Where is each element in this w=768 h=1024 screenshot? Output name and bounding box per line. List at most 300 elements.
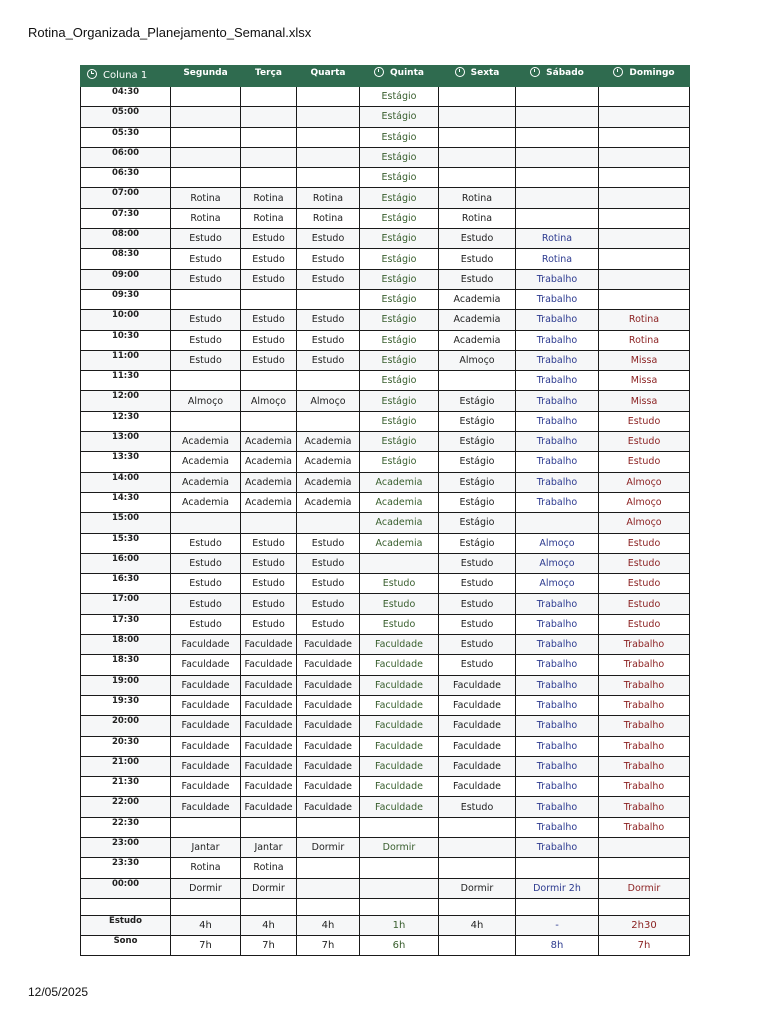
header-sabado[interactable]	[516, 66, 599, 87]
table-cell[interactable]: Faculdade	[297, 655, 360, 675]
table-cell[interactable]: Trabalho	[516, 837, 599, 857]
table-cell[interactable]	[297, 858, 360, 878]
table-cell[interactable]: Trabalho	[516, 736, 599, 756]
table-cell[interactable]: Estudo	[297, 614, 360, 634]
time-cell[interactable]: 19:00	[81, 675, 171, 695]
table-cell[interactable]	[241, 513, 297, 533]
table-cell[interactable]: Estágio	[360, 330, 439, 350]
table-cell[interactable]: Estudo	[439, 614, 516, 634]
time-cell[interactable]: 22:00	[81, 797, 171, 817]
table-cell[interactable]: Faculdade	[241, 655, 297, 675]
table-cell[interactable]: Academia	[439, 289, 516, 309]
table-cell[interactable]: Trabalho	[516, 472, 599, 492]
table-cell[interactable]: Faculdade	[171, 736, 241, 756]
table-cell[interactable]: Academia	[241, 492, 297, 512]
table-cell[interactable]	[516, 513, 599, 533]
table-cell[interactable]	[439, 898, 516, 915]
table-cell[interactable]	[360, 553, 439, 573]
header-quinta[interactable]	[360, 66, 439, 87]
time-cell[interactable]: 12:00	[81, 391, 171, 411]
table-cell[interactable]: Estudo	[439, 655, 516, 675]
table-cell[interactable]: Missa	[599, 391, 690, 411]
table-cell[interactable]: Estudo	[171, 249, 241, 269]
time-cell[interactable]: 07:00	[81, 188, 171, 208]
table-cell[interactable]: Estudo	[297, 594, 360, 614]
table-cell[interactable]: Faculdade	[360, 716, 439, 736]
table-cell[interactable]: Estudo	[297, 249, 360, 269]
table-cell[interactable]	[516, 168, 599, 188]
table-cell[interactable]	[599, 127, 690, 147]
table-cell[interactable]: Estudo	[439, 574, 516, 594]
time-cell[interactable]: 15:30	[81, 533, 171, 553]
table-cell[interactable]	[241, 371, 297, 391]
table-cell[interactable]: Rotina	[171, 188, 241, 208]
table-cell[interactable]	[439, 837, 516, 857]
table-cell[interactable]: Faculdade	[241, 675, 297, 695]
table-cell[interactable]: Academia	[171, 452, 241, 472]
table-cell[interactable]: Dormir	[171, 878, 241, 898]
table-cell[interactable]	[171, 107, 241, 127]
table-cell[interactable]	[171, 513, 241, 533]
table-cell[interactable]: Academia	[360, 513, 439, 533]
table-cell[interactable]: Faculdade	[360, 675, 439, 695]
table-cell[interactable]: Academia	[297, 492, 360, 512]
table-cell[interactable]: Estudo	[171, 310, 241, 330]
table-cell[interactable]: Estudo	[599, 411, 690, 431]
table-cell[interactable]: Rotina	[241, 188, 297, 208]
table-cell[interactable]	[171, 127, 241, 147]
table-cell[interactable]: Faculdade	[360, 655, 439, 675]
table-cell[interactable]: Rotina	[599, 310, 690, 330]
table-cell[interactable]: Academia	[439, 310, 516, 330]
table-cell[interactable]: Rotina	[516, 249, 599, 269]
table-cell[interactable]	[241, 107, 297, 127]
table-cell[interactable]: 2h30	[599, 915, 690, 935]
time-cell[interactable]: 05:30	[81, 127, 171, 147]
table-cell[interactable]: Estudo	[439, 594, 516, 614]
table-cell[interactable]: Trabalho	[516, 675, 599, 695]
table-cell[interactable]: Estudo	[241, 574, 297, 594]
time-cell[interactable]: 17:00	[81, 594, 171, 614]
table-cell[interactable]: Estágio	[360, 107, 439, 127]
time-cell[interactable]: 06:30	[81, 168, 171, 188]
table-cell[interactable]: Trabalho	[516, 350, 599, 370]
table-cell[interactable]: Estágio	[439, 472, 516, 492]
table-cell[interactable]: Dormir 2h	[516, 878, 599, 898]
table-cell[interactable]: Faculdade	[241, 797, 297, 817]
table-cell[interactable]: Estudo	[439, 269, 516, 289]
table-cell[interactable]	[599, 269, 690, 289]
table-cell[interactable]: Faculdade	[439, 675, 516, 695]
table-cell[interactable]	[516, 208, 599, 228]
table-cell[interactable]: Trabalho	[516, 594, 599, 614]
table-cell[interactable]	[439, 87, 516, 107]
time-cell[interactable]: 14:00	[81, 472, 171, 492]
table-cell[interactable]: Faculdade	[297, 635, 360, 655]
table-cell[interactable]: Trabalho	[516, 371, 599, 391]
table-cell[interactable]: Rotina	[439, 208, 516, 228]
table-cell[interactable]: Faculdade	[171, 635, 241, 655]
table-cell[interactable]: Estudo	[360, 594, 439, 614]
header-domingo[interactable]	[599, 66, 690, 87]
table-cell[interactable]	[516, 87, 599, 107]
table-cell[interactable]: Rotina	[439, 188, 516, 208]
table-cell[interactable]: Faculdade	[171, 675, 241, 695]
table-cell[interactable]	[171, 371, 241, 391]
table-cell[interactable]	[360, 858, 439, 878]
table-cell[interactable]: Estágio	[360, 147, 439, 167]
table-cell[interactable]	[297, 513, 360, 533]
table-cell[interactable]: Rotina	[171, 208, 241, 228]
table-cell[interactable]: Estágio	[439, 391, 516, 411]
table-cell[interactable]: Estudo	[599, 533, 690, 553]
table-cell[interactable]: Estudo	[241, 310, 297, 330]
table-cell[interactable]	[516, 107, 599, 127]
table-cell[interactable]: Estudo	[171, 614, 241, 634]
table-cell[interactable]: Estudo	[599, 614, 690, 634]
table-cell[interactable]	[599, 858, 690, 878]
table-cell[interactable]	[599, 289, 690, 309]
table-cell[interactable]: Faculdade	[171, 797, 241, 817]
time-cell[interactable]: 11:00	[81, 350, 171, 370]
table-cell[interactable]: Academia	[297, 452, 360, 472]
table-cell[interactable]	[599, 229, 690, 249]
table-cell[interactable]: Estudo	[297, 229, 360, 249]
table-cell[interactable]: -	[516, 915, 599, 935]
table-cell[interactable]: Faculdade	[360, 777, 439, 797]
table-cell[interactable]: Estudo	[297, 553, 360, 573]
time-cell[interactable]: 22:30	[81, 817, 171, 837]
table-cell[interactable]: Faculdade	[171, 695, 241, 715]
table-cell[interactable]: Estudo	[241, 229, 297, 249]
table-cell[interactable]	[516, 188, 599, 208]
table-cell[interactable]: 7h	[599, 936, 690, 956]
table-cell[interactable]: Faculdade	[171, 777, 241, 797]
table-cell[interactable]	[599, 168, 690, 188]
table-cell[interactable]: Trabalho	[516, 269, 599, 289]
table-cell[interactable]: Estudo	[599, 594, 690, 614]
table-cell[interactable]: Faculdade	[171, 655, 241, 675]
table-cell[interactable]: Trabalho	[516, 492, 599, 512]
table-cell[interactable]: Trabalho	[516, 452, 599, 472]
table-cell[interactable]	[241, 411, 297, 431]
table-cell[interactable]: 4h	[171, 915, 241, 935]
time-cell[interactable]: 13:30	[81, 452, 171, 472]
table-cell[interactable]: Almoço	[516, 553, 599, 573]
time-cell[interactable]: 00:00	[81, 878, 171, 898]
table-cell[interactable]: Trabalho	[516, 289, 599, 309]
table-cell[interactable]	[360, 878, 439, 898]
table-cell[interactable]: Estágio	[360, 289, 439, 309]
table-cell[interactable]	[360, 898, 439, 915]
table-cell[interactable]: Estudo	[241, 533, 297, 553]
table-cell[interactable]	[599, 147, 690, 167]
table-cell[interactable]: Faculdade	[360, 736, 439, 756]
table-cell[interactable]	[171, 411, 241, 431]
table-cell[interactable]: Rotina	[241, 208, 297, 228]
time-cell[interactable]: 10:00	[81, 310, 171, 330]
time-cell[interactable]: 19:30	[81, 695, 171, 715]
table-cell[interactable]: Faculdade	[171, 716, 241, 736]
table-cell[interactable]: Trabalho	[599, 736, 690, 756]
table-cell[interactable]: Estudo	[297, 350, 360, 370]
table-cell[interactable]	[599, 249, 690, 269]
time-cell[interactable]: 15:00	[81, 513, 171, 533]
table-cell[interactable]: Estudo	[241, 553, 297, 573]
table-cell[interactable]: 4h	[297, 915, 360, 935]
table-cell[interactable]: Trabalho	[599, 655, 690, 675]
table-cell[interactable]: Dormir	[599, 878, 690, 898]
table-cell[interactable]: Estudo	[297, 330, 360, 350]
table-cell[interactable]: Faculdade	[297, 675, 360, 695]
time-cell[interactable]: 20:00	[81, 716, 171, 736]
table-cell[interactable]: Almoço	[171, 391, 241, 411]
table-cell[interactable]	[171, 289, 241, 309]
table-cell[interactable]: Faculdade	[439, 756, 516, 776]
table-cell[interactable]: Estudo	[171, 594, 241, 614]
table-cell[interactable]	[297, 127, 360, 147]
table-cell[interactable]	[439, 168, 516, 188]
table-cell[interactable]: Trabalho	[516, 411, 599, 431]
table-cell[interactable]: Estudo	[171, 553, 241, 573]
table-cell[interactable]: Faculdade	[171, 756, 241, 776]
table-cell[interactable]: Estágio	[360, 127, 439, 147]
table-cell[interactable]: Trabalho	[599, 716, 690, 736]
time-cell[interactable]: 16:00	[81, 553, 171, 573]
table-cell[interactable]: Trabalho	[516, 716, 599, 736]
table-cell[interactable]: Estudo	[439, 229, 516, 249]
time-cell[interactable]: 16:30	[81, 574, 171, 594]
table-cell[interactable]: Estudo	[599, 432, 690, 452]
table-cell[interactable]	[599, 107, 690, 127]
table-cell[interactable]: Estudo	[599, 553, 690, 573]
table-cell[interactable]: Dormir	[360, 837, 439, 857]
table-cell[interactable]: Almoço	[599, 472, 690, 492]
table-cell[interactable]	[241, 127, 297, 147]
table-cell[interactable]: Faculdade	[360, 797, 439, 817]
table-cell[interactable]: 7h	[297, 936, 360, 956]
table-cell[interactable]: Estudo	[171, 533, 241, 553]
time-cell[interactable]: 23:30	[81, 858, 171, 878]
table-cell[interactable]: Almoço	[516, 574, 599, 594]
time-cell[interactable]: 14:30	[81, 492, 171, 512]
table-cell[interactable]: Estudo	[439, 797, 516, 817]
table-cell[interactable]: Trabalho	[599, 797, 690, 817]
time-cell[interactable]: 09:30	[81, 289, 171, 309]
summary-label[interactable]: Estudo	[81, 915, 171, 935]
table-cell[interactable]: Dormir	[439, 878, 516, 898]
table-cell[interactable]	[241, 87, 297, 107]
table-cell[interactable]: Academia	[241, 452, 297, 472]
table-cell[interactable]: Academia	[297, 432, 360, 452]
time-cell[interactable]: 21:30	[81, 777, 171, 797]
table-cell[interactable]: Faculdade	[439, 695, 516, 715]
table-cell[interactable]	[439, 371, 516, 391]
time-cell[interactable]: 18:00	[81, 635, 171, 655]
table-cell[interactable]	[439, 817, 516, 837]
table-cell[interactable]: Estudo	[171, 229, 241, 249]
table-cell[interactable]: Faculdade	[241, 716, 297, 736]
table-cell[interactable]	[241, 147, 297, 167]
table-cell[interactable]: Faculdade	[241, 756, 297, 776]
table-cell[interactable]: Estágio	[360, 432, 439, 452]
table-cell[interactable]: Estudo	[241, 614, 297, 634]
table-cell[interactable]: Estudo	[599, 452, 690, 472]
table-cell[interactable]: Trabalho	[599, 817, 690, 837]
table-cell[interactable]	[439, 936, 516, 956]
table-cell[interactable]: Estudo	[297, 533, 360, 553]
table-cell[interactable]	[599, 837, 690, 857]
table-cell[interactable]: Faculdade	[297, 736, 360, 756]
table-cell[interactable]: Faculdade	[241, 777, 297, 797]
table-cell[interactable]: Almoço	[439, 350, 516, 370]
table-cell[interactable]: Estudo	[171, 350, 241, 370]
header-coluna1[interactable]	[81, 66, 171, 87]
table-cell[interactable]: Faculdade	[297, 716, 360, 736]
table-cell[interactable]: Estágio	[360, 269, 439, 289]
table-cell[interactable]: Faculdade	[360, 756, 439, 776]
summary-label[interactable]: Sono	[81, 936, 171, 956]
table-cell[interactable]	[297, 371, 360, 391]
table-cell[interactable]: Trabalho	[599, 635, 690, 655]
table-cell[interactable]	[516, 858, 599, 878]
table-cell[interactable]	[599, 898, 690, 915]
table-cell[interactable]	[297, 107, 360, 127]
table-cell[interactable]	[516, 147, 599, 167]
table-cell[interactable]: Estudo	[241, 249, 297, 269]
table-cell[interactable]: Rotina	[297, 208, 360, 228]
time-cell[interactable]: 08:30	[81, 249, 171, 269]
time-cell[interactable]: 05:00	[81, 107, 171, 127]
table-cell[interactable]	[297, 168, 360, 188]
table-cell[interactable]: Trabalho	[516, 817, 599, 837]
table-cell[interactable]: Rotina	[599, 330, 690, 350]
table-cell[interactable]: Missa	[599, 350, 690, 370]
table-cell[interactable]: Trabalho	[516, 695, 599, 715]
time-cell[interactable]: 23:00	[81, 837, 171, 857]
header-sexta[interactable]	[439, 66, 516, 87]
table-cell[interactable]	[297, 289, 360, 309]
table-cell[interactable]: Estudo	[241, 350, 297, 370]
table-cell[interactable]: Jantar	[241, 837, 297, 857]
table-cell[interactable]: Almoço	[599, 492, 690, 512]
table-cell[interactable]: Faculdade	[439, 716, 516, 736]
table-cell[interactable]: Estágio	[360, 188, 439, 208]
table-cell[interactable]	[360, 817, 439, 837]
table-cell[interactable]	[297, 411, 360, 431]
table-cell[interactable]: Estudo	[599, 574, 690, 594]
table-cell[interactable]: Estudo	[297, 310, 360, 330]
table-cell[interactable]: Academia	[439, 330, 516, 350]
table-cell[interactable]: 6h	[360, 936, 439, 956]
table-cell[interactable]: Estágio	[360, 208, 439, 228]
table-cell[interactable]: Academia	[360, 472, 439, 492]
table-cell[interactable]: Estágio	[439, 452, 516, 472]
table-cell[interactable]: Academia	[241, 472, 297, 492]
table-cell[interactable]: Rotina	[241, 858, 297, 878]
table-cell[interactable]	[171, 817, 241, 837]
table-cell[interactable]: Faculdade	[297, 797, 360, 817]
table-cell[interactable]: Estágio	[360, 229, 439, 249]
table-cell[interactable]: Faculdade	[241, 635, 297, 655]
time-cell[interactable]: 11:30	[81, 371, 171, 391]
table-cell[interactable]: 4h	[439, 915, 516, 935]
table-cell[interactable]: Almoço	[297, 391, 360, 411]
table-cell[interactable]: Estágio	[360, 350, 439, 370]
table-cell[interactable]: Trabalho	[516, 391, 599, 411]
table-cell[interactable]: Trabalho	[516, 432, 599, 452]
table-cell[interactable]: Rotina	[516, 229, 599, 249]
table-cell[interactable]: Trabalho	[516, 310, 599, 330]
table-cell[interactable]: Jantar	[171, 837, 241, 857]
table-cell[interactable]: Rotina	[171, 858, 241, 878]
table-cell[interactable]: Academia	[360, 533, 439, 553]
header-quarta[interactable]	[297, 66, 360, 87]
table-cell[interactable]: Faculdade	[439, 777, 516, 797]
table-cell[interactable]: Faculdade	[241, 695, 297, 715]
table-cell[interactable]: Estudo	[171, 574, 241, 594]
table-cell[interactable]: Trabalho	[516, 614, 599, 634]
table-cell[interactable]: Estágio	[360, 371, 439, 391]
time-cell[interactable]: 09:00	[81, 269, 171, 289]
table-cell[interactable]: Trabalho	[516, 797, 599, 817]
table-cell[interactable]: Almoço	[516, 533, 599, 553]
table-cell[interactable]: Dormir	[241, 878, 297, 898]
table-cell[interactable]: Estudo	[360, 574, 439, 594]
table-cell[interactable]: Faculdade	[360, 695, 439, 715]
table-cell[interactable]: Estágio	[360, 249, 439, 269]
table-cell[interactable]: Estágio	[439, 432, 516, 452]
table-cell[interactable]: Estudo	[360, 614, 439, 634]
table-cell[interactable]	[171, 87, 241, 107]
table-cell[interactable]: Faculdade	[297, 756, 360, 776]
table-cell[interactable]: Estudo	[297, 574, 360, 594]
table-cell[interactable]: 4h	[241, 915, 297, 935]
table-cell[interactable]: 1h	[360, 915, 439, 935]
table-cell[interactable]: 7h	[241, 936, 297, 956]
table-cell[interactable]: Faculdade	[297, 695, 360, 715]
table-cell[interactable]: Estudo	[241, 594, 297, 614]
table-cell[interactable]: Estágio	[439, 411, 516, 431]
table-cell[interactable]: Academia	[360, 492, 439, 512]
table-cell[interactable]	[241, 168, 297, 188]
table-cell[interactable]: Faculdade	[439, 736, 516, 756]
table-cell[interactable]: Faculdade	[297, 777, 360, 797]
table-cell[interactable]	[241, 289, 297, 309]
time-cell[interactable]: 12:30	[81, 411, 171, 431]
time-cell[interactable]: 17:30	[81, 614, 171, 634]
table-cell[interactable]	[297, 87, 360, 107]
time-cell[interactable]: 18:30	[81, 655, 171, 675]
table-cell[interactable]: Estudo	[297, 269, 360, 289]
table-cell[interactable]: Trabalho	[599, 675, 690, 695]
time-cell[interactable]: 13:00	[81, 432, 171, 452]
table-cell[interactable]	[241, 898, 297, 915]
table-cell[interactable]	[439, 127, 516, 147]
table-cell[interactable]: Faculdade	[241, 736, 297, 756]
table-cell[interactable]: Almoço	[599, 513, 690, 533]
table-cell[interactable]	[171, 147, 241, 167]
table-cell[interactable]: Academia	[171, 432, 241, 452]
table-cell[interactable]: Trabalho	[599, 756, 690, 776]
table-cell[interactable]: Trabalho	[516, 655, 599, 675]
table-cell[interactable]: Academia	[171, 492, 241, 512]
table-cell[interactable]: Estágio	[439, 533, 516, 553]
table-cell[interactable]	[297, 817, 360, 837]
table-cell[interactable]	[297, 878, 360, 898]
time-cell[interactable]: 10:30	[81, 330, 171, 350]
table-cell[interactable]: Academia	[241, 432, 297, 452]
